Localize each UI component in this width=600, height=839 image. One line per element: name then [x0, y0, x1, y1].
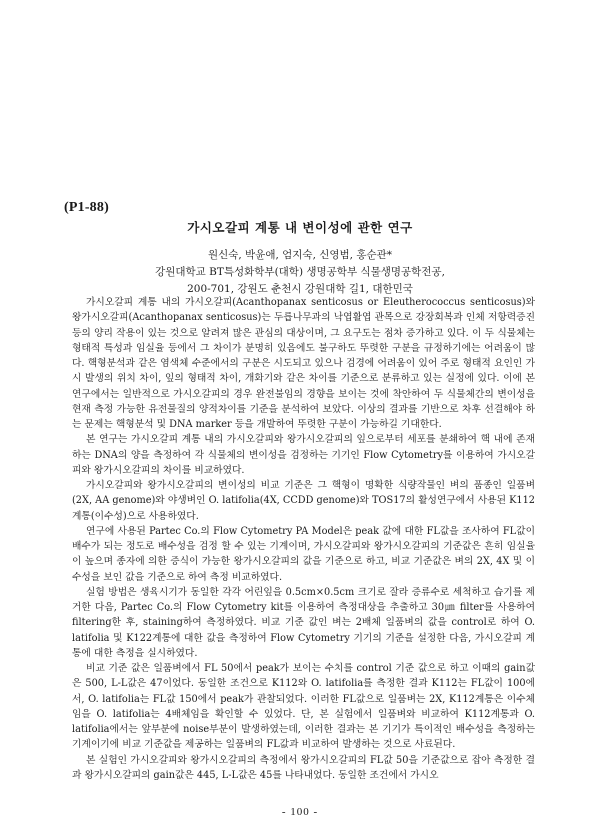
paragraph-2 [72, 432, 535, 478]
paragraph-3 [72, 478, 535, 524]
abstract-code: (P1-88) [64, 200, 109, 215]
paragraph-text: 본 실험인 가시오갈피와 왕가시오갈피의 측정에서 왕가시오갈피의 FL값 50을 기준값으로 잡아 측정한 결과 왕가시오갈피의 gain값은 445, L-L값은 45를 나타내었다. 동일한 조건에서 가시오 [72, 754, 535, 781]
paragraph-1 [72, 295, 535, 432]
abstract-body [72, 295, 535, 783]
paragraph-6 [72, 661, 535, 753]
affiliation-line-2: 200-701, 강원도 춘천시 강원대학 길1, 대한민국 [187, 283, 413, 295]
author-names: 원신숙, 박윤애, 엄지숙, 신영범, 홍순관* [207, 249, 393, 261]
paragraph-text: 본 연구는 가시오갈피 계통 내의 가시오갈피와 왕가시오갈피의 잎으로부터 세포를 분쇄하여 핵 내에 존재하는 DNA의 양을 측정하여 각 식물체의 변이성을 검정하는 기기인 Flow Cytometry를 이용하여 가시오갈피와 왕가시오갈피의 차이를 비교하였다. [72, 434, 535, 476]
author-block [0, 247, 600, 298]
paragraph-text: 가시오갈피와 왕가시오갈피의 변이성의 비교 기준은 그 핵형이 명확한 식량작물인 벼의 품종인 일품벼(2X, AA genome)와 야생벼인 O. latifolia(4X, CCDD genome)와 TOS17의 활성연구에서 사용된 K112계통(이수성)으로 사용하였다. [72, 480, 535, 522]
affiliation-line-1: 강원대학교 BT특성화학부(대학) 생명공학부 식물생명공학전공, [155, 266, 445, 278]
paper-title: 가시오갈피 계통 내 변이성에 관한 연구 [187, 220, 413, 235]
paragraph-text: 비교 기준 값은 일품벼에서 FL 50에서 peak가 보이는 수치를 control 기준 값으로 하고 이때의 gain값은 500, L-L값은 47이었다. 동일한 조건으로 K112와 O. latifolia를 측정한 결과 K112는 FL값이 100에서, O. latifolia는 FL값 150에서 peak가 관찰되었다. 이러한 FL값으로 일품벼는 2X, K112계통은 이수체임을 O. latifolia는 4배체임을 확인할 수 있었다. 단, 본 실험에서 일품벼와 비교하여 K112계통과 O. latifolia에서는 앞부분에 noise부분이 발생하였는데, 이러한 결과는 본 기기가 특이적인 배수성을 측정하는 기계이기에 비교 기준값을 제공하는 일품벼의 FL값과 비교하여 발생하는 것으로 사료된다. [72, 663, 535, 751]
paragraph-text: 연구에 사용된 Partec Co.의 Flow Cytometry PA Model은 peak 값에 대한 FL값을 조사하여 FL값이 배수가 되는 정도로 배수성을 검정 할 수 있는 기계이며, 가시오갈피와 왕가시오갈피의 기준값은 흔히 임실율이 높으며 종자에 의한 증식이 가능한 왕가시오갈피의 값을 기준으로 하고, 비교 기준값은 벼의 2X, 4X 및 이수성을 보인 값을 기준으로 하여 측정 비교하였다. [72, 525, 535, 583]
page-number: - 100 - [281, 806, 319, 818]
paragraph-7 [72, 753, 535, 784]
paragraph-4 [72, 524, 535, 585]
paragraph-5 [72, 585, 535, 661]
paragraph-text: 실험 방법은 생육시기가 동일한 각각 어린잎을 0.5cm×0.5cm 크기로 잘라 증류수로 세척하고 습기를 제거한 다음, Partec Co.의 Flow Cytometry kit를 이용하여 측정대상을 추출하고 30㎛ filter를 사용하여 filtering한 후, staining하여 측정하였다. 비교 기준 값인 벼는 2배체 일품벼의 값을 control로 하여 O. latifolia 및 K122계통에 대한 값을 측정하여 Flow Cytometry 기기의 기준을 설정한 다음, 가시오갈피 계통에 대한 측정을 실시하였다. [72, 586, 535, 659]
paragraph-text: 가시오갈피 계통 내의 가시오갈피(Acanthopanax senticosus or Eleutherococcus senticosus)와 왕가시오갈피(Acanthopanax senticosus)는 두릅나무과의 낙엽활엽 관목으로 강장회복과 인체 저항력증진 등의 양리 작용이 있는 것으로 알려져 많은 관심의 대상이며, 그 요구도는 점차 증가하고 있다. 이 두 식물체는 형태적 특성과 임실율 등에서 그 차이가 분명히 있음에도 불구하도 뚜렷한 구분을 규정하기에는 어려움이 많다. 핵형분석과 같은 염색체 수준에서의 구분은 시도되고 있으나 검경에 어려움이 있어 주로 형태적 요인인 가시 발생의 위치 차이, 잎의 형태적 차이, 개화기와 같은 차이를 기준으로 분류하고 있는 실정에 있다. 이에 본 연구에서는 일반적으로 가시오갈피의 경우 완전불임의 경향을 보이는 것에 착안하여 두 식물체간의 변이성을 현재 측정 가능한 유전물질의 양적차이를 기준을 분석하여 보았다. 이상의 결과를 기반으로 차후 선결해야 하는 문제는 핵형분석 및 DNA marker 등을 개발하여 뚜렷한 구분이 가능하길 기대한다. [72, 297, 535, 430]
